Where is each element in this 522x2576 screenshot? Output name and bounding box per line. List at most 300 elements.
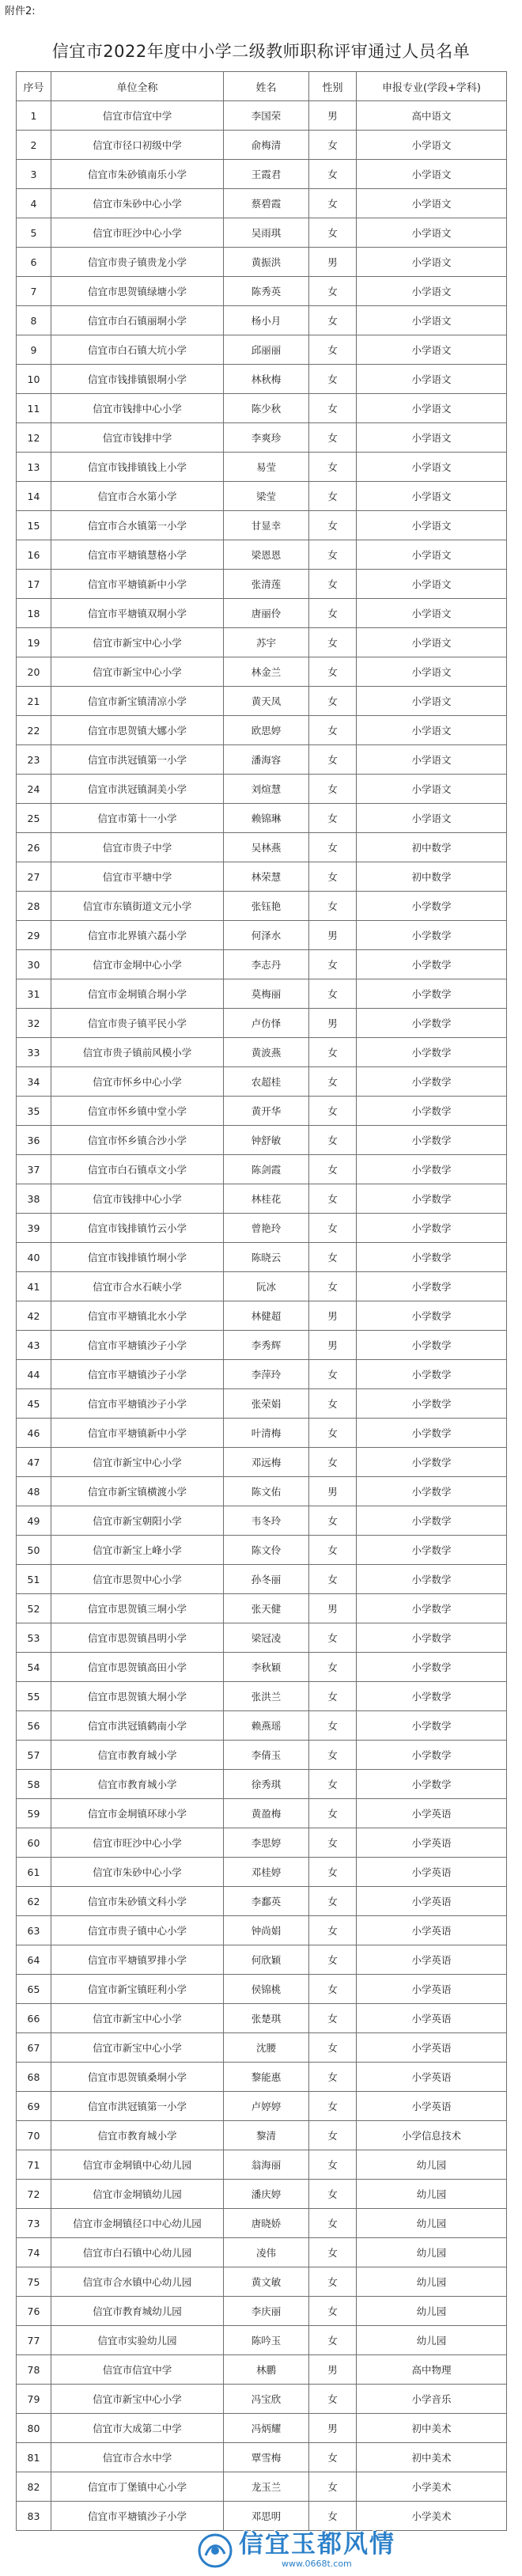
cell-gender: 女	[309, 1272, 357, 1301]
cell-name: 韦冬玲	[224, 1506, 309, 1536]
cell-serial: 31	[17, 979, 51, 1009]
cell-name: 叶清梅	[224, 1419, 309, 1448]
cell-name: 黄振洪	[224, 248, 309, 277]
table-row	[17, 1741, 507, 1770]
cell-serial: 69	[17, 2092, 51, 2121]
cell-serial: 26	[17, 833, 51, 862]
cell-serial: 1	[17, 101, 51, 131]
cell-name: 李国荣	[224, 101, 309, 131]
cell-unit: 信宜市白石镇丽垌小学	[51, 306, 224, 335]
cell-gender: 女	[309, 950, 357, 979]
cell-unit: 信宜市洪冠镇鹤南小学	[51, 1711, 224, 1741]
cell-major: 小学数学	[357, 1301, 507, 1331]
cell-name: 张荣娟	[224, 1389, 309, 1419]
cell-gender: 女	[309, 1360, 357, 1389]
cell-unit: 信宜市洪冠镇第一小学	[51, 745, 224, 775]
cell-unit: 信宜市合水中学	[51, 2443, 224, 2472]
cell-major: 小学英语	[357, 1799, 507, 1828]
cell-major: 幼儿园	[357, 2180, 507, 2209]
cell-unit: 信宜市新宝中心小学	[51, 628, 224, 657]
table-row	[17, 2180, 507, 2209]
cell-unit: 信宜市新宝镇横渡小学	[51, 1477, 224, 1506]
cell-serial: 24	[17, 775, 51, 804]
table-row	[17, 1653, 507, 1682]
cell-major: 小学数学	[357, 1477, 507, 1506]
cell-major: 小学语文	[357, 599, 507, 628]
cell-serial: 64	[17, 1945, 51, 1975]
cell-serial: 15	[17, 511, 51, 540]
cell-unit: 信宜市贵子镇平民小学	[51, 1009, 224, 1038]
cell-serial: 20	[17, 657, 51, 687]
table-row	[17, 833, 507, 862]
cell-major: 小学数学	[357, 1184, 507, 1214]
cell-gender: 女	[309, 160, 357, 189]
cell-serial: 13	[17, 453, 51, 482]
table-row	[17, 540, 507, 570]
cell-serial: 12	[17, 423, 51, 453]
cell-gender: 女	[309, 2004, 357, 2033]
cell-unit: 信宜市贵子中学	[51, 833, 224, 862]
cell-major: 小学数学	[357, 1711, 507, 1741]
cell-major: 小学数学	[357, 1565, 507, 1594]
cell-gender: 女	[309, 511, 357, 540]
cell-unit: 信宜市平塘镇罗排小学	[51, 1945, 224, 1975]
cell-serial: 30	[17, 950, 51, 979]
table-row	[17, 1126, 507, 1155]
cell-serial: 72	[17, 2180, 51, 2209]
cell-gender: 女	[309, 1916, 357, 1945]
cell-serial: 78	[17, 2355, 51, 2385]
cell-unit: 信宜市金垌镇合垌小学	[51, 979, 224, 1009]
cell-gender: 女	[309, 892, 357, 921]
cell-gender: 女	[309, 277, 357, 306]
cell-gender: 女	[309, 2209, 357, 2238]
cell-name: 李倩玉	[224, 1741, 309, 1770]
cell-name: 李秋颖	[224, 1653, 309, 1682]
cell-major: 小学语文	[357, 131, 507, 160]
watermark-text: 信宜玉都风情	[239, 2530, 395, 2559]
table-row	[17, 1389, 507, 1419]
cell-name: 潘庆婷	[224, 2180, 309, 2209]
cell-gender: 男	[309, 1477, 357, 1506]
cell-unit: 信宜市教育城小学	[51, 1770, 224, 1799]
cell-name: 林鹏	[224, 2355, 309, 2385]
cell-unit: 信宜市信宜中学	[51, 2355, 224, 2385]
header-serial: 序号	[17, 72, 51, 101]
cell-name: 陈秀英	[224, 277, 309, 306]
cell-major: 小学英语	[357, 1828, 507, 1858]
cell-name: 覃雪梅	[224, 2443, 309, 2472]
cell-serial: 63	[17, 1916, 51, 1945]
table-row	[17, 1975, 507, 2004]
cell-major: 小学数学	[357, 1272, 507, 1301]
cell-gender: 女	[309, 862, 357, 892]
cell-unit: 信宜市金垌镇径口中心幼儿园	[51, 2209, 224, 2238]
header-major: 申报专业(学段+学科)	[357, 72, 507, 101]
cell-major: 小学数学	[357, 1155, 507, 1184]
cell-major: 小学数学	[357, 1741, 507, 1770]
cell-name: 张天健	[224, 1594, 309, 1623]
cell-gender: 女	[309, 306, 357, 335]
header-gender: 性别	[309, 72, 357, 101]
cell-name: 梁冠凌	[224, 1623, 309, 1653]
cell-serial: 70	[17, 2121, 51, 2150]
cell-name: 邓桂婷	[224, 1858, 309, 1887]
cell-gender: 女	[309, 2092, 357, 2121]
table-row	[17, 1506, 507, 1536]
cell-major: 初中数学	[357, 862, 507, 892]
roster-table	[16, 71, 507, 2531]
cell-unit: 信宜市怀乡镇合沙小学	[51, 1126, 224, 1155]
cell-gender: 男	[309, 2414, 357, 2443]
table-row	[17, 248, 507, 277]
cell-name: 梁恩恩	[224, 540, 309, 570]
cell-unit: 信宜市金垌镇环球小学	[51, 1799, 224, 1828]
cell-major: 幼儿园	[357, 2209, 507, 2238]
cell-serial: 3	[17, 160, 51, 189]
table-row	[17, 101, 507, 131]
cell-unit: 信宜市钱排中心小学	[51, 1184, 224, 1214]
cell-name: 唐晓娇	[224, 2209, 309, 2238]
cell-unit: 信宜市钱排中心小学	[51, 394, 224, 423]
cell-gender: 男	[309, 1594, 357, 1623]
table-row	[17, 1799, 507, 1828]
cell-serial: 37	[17, 1155, 51, 1184]
cell-name: 侯锦桃	[224, 1975, 309, 2004]
table-row	[17, 2355, 507, 2385]
cell-major: 幼儿园	[357, 2297, 507, 2326]
cell-major: 小学语文	[357, 482, 507, 511]
cell-gender: 女	[309, 2267, 357, 2297]
cell-gender: 男	[309, 101, 357, 131]
cell-gender: 女	[309, 716, 357, 745]
cell-unit: 信宜市合水第小学	[51, 482, 224, 511]
cell-gender: 女	[309, 1682, 357, 1711]
cell-gender: 女	[309, 1536, 357, 1565]
cell-major: 小学数学	[357, 1389, 507, 1419]
cell-serial: 54	[17, 1653, 51, 1682]
cell-serial: 53	[17, 1623, 51, 1653]
cell-major: 小学语文	[357, 657, 507, 687]
cell-serial: 33	[17, 1038, 51, 1067]
table-row	[17, 482, 507, 511]
table-row	[17, 1448, 507, 1477]
cell-name: 黄天凤	[224, 687, 309, 716]
table-row	[17, 2472, 507, 2502]
cell-unit: 信宜市朱砂镇南乐小学	[51, 160, 224, 189]
cell-name: 黄盈梅	[224, 1799, 309, 1828]
cell-major: 初中数学	[357, 833, 507, 862]
cell-gender: 女	[309, 2063, 357, 2092]
cell-name: 何欣颖	[224, 1945, 309, 1975]
cell-name: 黎清	[224, 2121, 309, 2150]
cell-unit: 信宜市思贺镇高田小学	[51, 1653, 224, 1682]
cell-gender: 女	[309, 2326, 357, 2355]
cell-unit: 信宜市径口初级中学	[51, 131, 224, 160]
cell-name: 杨小月	[224, 306, 309, 335]
table-row	[17, 1155, 507, 1184]
cell-serial: 10	[17, 365, 51, 394]
cell-unit: 信宜市平塘中学	[51, 862, 224, 892]
cell-unit: 信宜市合水石峡小学	[51, 1272, 224, 1301]
cell-gender: 女	[309, 1623, 357, 1653]
cell-major: 小学数学	[357, 1419, 507, 1448]
cell-unit: 信宜市金垌镇幼儿园	[51, 2180, 224, 2209]
cell-major: 小学语文	[357, 365, 507, 394]
table-body	[17, 101, 507, 2531]
cell-serial: 4	[17, 189, 51, 218]
cell-major: 小学语文	[357, 453, 507, 482]
cell-unit: 信宜市洪冠镇洞美小学	[51, 775, 224, 804]
table-row	[17, 657, 507, 687]
cell-gender: 女	[309, 1770, 357, 1799]
cell-major: 小学语文	[357, 775, 507, 804]
cell-unit: 信宜市思贺镇绿塘小学	[51, 277, 224, 306]
table-row	[17, 1038, 507, 1067]
cell-gender: 女	[309, 979, 357, 1009]
cell-name: 邓思明	[224, 2502, 309, 2531]
cell-major: 小学英语	[357, 2033, 507, 2063]
cell-serial: 61	[17, 1858, 51, 1887]
table-row	[17, 218, 507, 248]
cell-name: 林健超	[224, 1301, 309, 1331]
cell-name: 张清莲	[224, 570, 309, 599]
cell-major: 小学语文	[357, 394, 507, 423]
cell-serial: 52	[17, 1594, 51, 1623]
cell-gender: 女	[309, 2121, 357, 2150]
cell-serial: 83	[17, 2502, 51, 2531]
cell-major: 小学英语	[357, 2004, 507, 2033]
cell-major: 小学数学	[357, 1067, 507, 1097]
cell-gender: 女	[309, 1975, 357, 2004]
cell-name: 吴林燕	[224, 833, 309, 862]
cell-major: 小学语文	[357, 687, 507, 716]
cell-serial: 66	[17, 2004, 51, 2033]
cell-gender: 女	[309, 1711, 357, 1741]
cell-unit: 信宜市思贺中心小学	[51, 1565, 224, 1594]
table-row	[17, 277, 507, 306]
table-row	[17, 1623, 507, 1653]
cell-gender: 女	[309, 365, 357, 394]
table-row	[17, 804, 507, 833]
table-row	[17, 1770, 507, 1799]
cell-major: 小学语文	[357, 248, 507, 277]
table-row	[17, 2092, 507, 2121]
cell-unit: 信宜市平塘镇慧格小学	[51, 540, 224, 570]
table-row	[17, 1067, 507, 1097]
cell-serial: 68	[17, 2063, 51, 2092]
cell-unit: 信宜市平塘镇新中小学	[51, 1419, 224, 1448]
cell-gender: 女	[309, 599, 357, 628]
cell-major: 小学数学	[357, 950, 507, 979]
cell-unit: 信宜市平塘镇沙子小学	[51, 2502, 224, 2531]
cell-gender: 女	[309, 1155, 357, 1184]
cell-unit: 信宜市第十一小学	[51, 804, 224, 833]
table-row	[17, 1419, 507, 1448]
cell-gender: 女	[309, 2443, 357, 2472]
cell-major: 小学美术	[357, 2502, 507, 2531]
cell-gender: 女	[309, 1741, 357, 1770]
cell-gender: 女	[309, 2385, 357, 2414]
cell-gender: 男	[309, 1301, 357, 1331]
cell-serial: 48	[17, 1477, 51, 1506]
cell-name: 李思婷	[224, 1828, 309, 1858]
table-row	[17, 1243, 507, 1272]
table-row	[17, 1360, 507, 1389]
cell-serial: 32	[17, 1009, 51, 1038]
cell-major: 小学数学	[357, 1448, 507, 1477]
cell-major: 幼儿园	[357, 2326, 507, 2355]
cell-serial: 75	[17, 2267, 51, 2297]
header-unit: 单位全称	[51, 72, 224, 101]
cell-unit: 信宜市思贺镇昌明小学	[51, 1623, 224, 1653]
cell-serial: 6	[17, 248, 51, 277]
cell-name: 钟舒敏	[224, 1126, 309, 1155]
cell-unit: 信宜市白石镇大坑小学	[51, 335, 224, 365]
cell-name: 俞梅清	[224, 131, 309, 160]
cell-serial: 74	[17, 2238, 51, 2267]
cell-unit: 信宜市思贺镇桑垌小学	[51, 2063, 224, 2092]
table-row	[17, 2502, 507, 2531]
cell-unit: 信宜市朱砂中心小学	[51, 189, 224, 218]
table-row	[17, 365, 507, 394]
cell-name: 邓远梅	[224, 1448, 309, 1477]
cell-major: 幼儿园	[357, 2150, 507, 2180]
cell-gender: 女	[309, 804, 357, 833]
cell-gender: 女	[309, 2180, 357, 2209]
cell-major: 小学数学	[357, 1126, 507, 1155]
cell-unit: 信宜市贵子镇贵龙小学	[51, 248, 224, 277]
table-row	[17, 862, 507, 892]
cell-unit: 信宜市新宝中心小学	[51, 657, 224, 687]
cell-gender: 女	[309, 1389, 357, 1419]
cell-major: 初中美术	[357, 2443, 507, 2472]
table-row	[17, 1945, 507, 1975]
cell-name: 李志丹	[224, 950, 309, 979]
cell-major: 小学数学	[357, 1097, 507, 1126]
cell-major: 小学语文	[357, 306, 507, 335]
cell-serial: 39	[17, 1214, 51, 1243]
cell-major: 初中美术	[357, 2414, 507, 2443]
cell-name: 林秋梅	[224, 365, 309, 394]
cell-major: 小学英语	[357, 2063, 507, 2092]
cell-name: 何泽水	[224, 921, 309, 950]
cell-name: 龙玉兰	[224, 2472, 309, 2502]
cell-serial: 23	[17, 745, 51, 775]
cell-gender: 女	[309, 833, 357, 862]
cell-name: 黎能惠	[224, 2063, 309, 2092]
cell-gender: 女	[309, 540, 357, 570]
cell-gender: 女	[309, 2472, 357, 2502]
jade-logo-icon	[198, 2533, 233, 2568]
cell-unit: 信宜市平塘镇沙子小学	[51, 1360, 224, 1389]
cell-gender: 女	[309, 570, 357, 599]
cell-unit: 信宜市朱砂中心小学	[51, 1858, 224, 1887]
cell-serial: 27	[17, 862, 51, 892]
table-row	[17, 1272, 507, 1301]
cell-serial: 29	[17, 921, 51, 950]
cell-unit: 信宜市平塘镇沙子小学	[51, 1389, 224, 1419]
cell-gender: 女	[309, 335, 357, 365]
cell-gender: 女	[309, 2150, 357, 2180]
cell-serial: 22	[17, 716, 51, 745]
cell-name: 易莹	[224, 453, 309, 482]
cell-gender: 女	[309, 394, 357, 423]
cell-gender: 女	[309, 2033, 357, 2063]
cell-unit: 信宜市白石镇卓文小学	[51, 1155, 224, 1184]
table-row	[17, 1331, 507, 1360]
cell-serial: 81	[17, 2443, 51, 2472]
cell-name: 卢仿怿	[224, 1009, 309, 1038]
table-row	[17, 1565, 507, 1594]
cell-major: 小学数学	[357, 1623, 507, 1653]
cell-serial: 47	[17, 1448, 51, 1477]
cell-unit: 信宜市思贺镇三垌小学	[51, 1594, 224, 1623]
cell-unit: 信宜市丁堡镇中心小学	[51, 2472, 224, 2502]
table-row	[17, 306, 507, 335]
cell-name: 张楚琪	[224, 2004, 309, 2033]
cell-name: 冯宝欣	[224, 2385, 309, 2414]
cell-name: 蔡碧霞	[224, 189, 309, 218]
cell-unit: 信宜市新宝中心小学	[51, 2385, 224, 2414]
cell-name: 林桂花	[224, 1184, 309, 1214]
table-row	[17, 892, 507, 921]
cell-serial: 50	[17, 1536, 51, 1565]
cell-gender: 女	[309, 1448, 357, 1477]
table-row	[17, 2297, 507, 2326]
cell-unit: 信宜市旺沙中心小学	[51, 218, 224, 248]
cell-gender: 男	[309, 2355, 357, 2385]
cell-gender: 女	[309, 1184, 357, 1214]
cell-gender: 女	[309, 1214, 357, 1243]
cell-serial: 44	[17, 1360, 51, 1389]
cell-unit: 信宜市贵子镇前风模小学	[51, 1038, 224, 1067]
cell-major: 小学语文	[357, 716, 507, 745]
cell-name: 钟尚娟	[224, 1916, 309, 1945]
cell-name: 刘煊慧	[224, 775, 309, 804]
cell-name: 梁莹	[224, 482, 309, 511]
cell-serial: 80	[17, 2414, 51, 2443]
cell-major: 小学英语	[357, 1945, 507, 1975]
cell-unit: 信宜市洪冠镇第一小学	[51, 2092, 224, 2121]
table-row	[17, 2414, 507, 2443]
cell-serial: 46	[17, 1419, 51, 1448]
cell-name: 张洪兰	[224, 1682, 309, 1711]
cell-serial: 11	[17, 394, 51, 423]
cell-serial: 79	[17, 2385, 51, 2414]
cell-gender: 女	[309, 131, 357, 160]
cell-serial: 67	[17, 2033, 51, 2063]
cell-serial: 8	[17, 306, 51, 335]
cell-unit: 信宜市旺沙中心小学	[51, 1828, 224, 1858]
cell-gender: 女	[309, 1038, 357, 1067]
cell-major: 小学英语	[357, 2092, 507, 2121]
cell-serial: 82	[17, 2472, 51, 2502]
cell-major: 小学数学	[357, 1536, 507, 1565]
cell-unit: 信宜市贵子镇中心小学	[51, 1916, 224, 1945]
table-row	[17, 189, 507, 218]
cell-gender: 女	[309, 1506, 357, 1536]
cell-gender: 女	[309, 189, 357, 218]
cell-serial: 16	[17, 540, 51, 570]
cell-gender: 男	[309, 1009, 357, 1038]
cell-serial: 41	[17, 1272, 51, 1301]
cell-major: 小学语文	[357, 745, 507, 775]
cell-gender: 女	[309, 1887, 357, 1916]
cell-name: 凌伟	[224, 2238, 309, 2267]
cell-gender: 女	[309, 1419, 357, 1448]
cell-name: 陈文佑	[224, 1477, 309, 1506]
